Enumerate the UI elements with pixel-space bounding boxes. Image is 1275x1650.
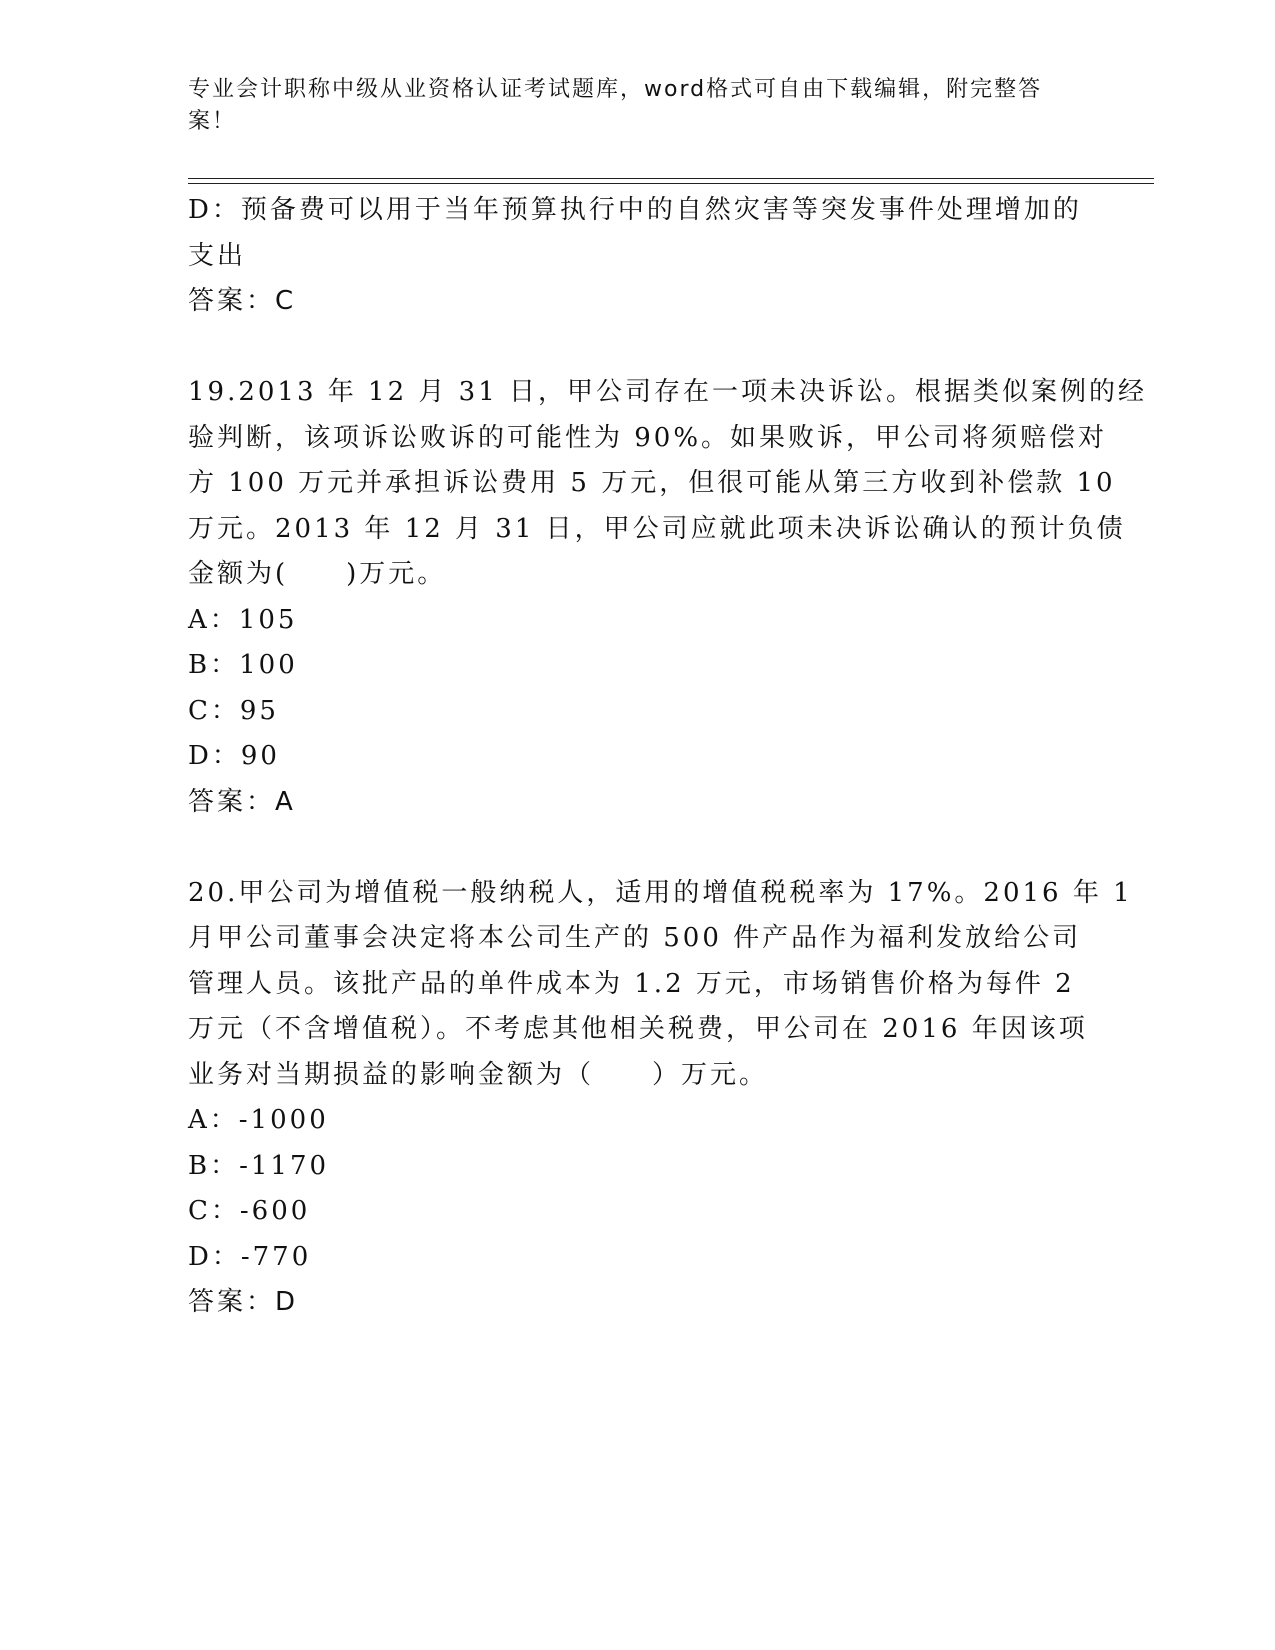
header-divider-bottom xyxy=(188,183,1154,184)
question-text-line: 业务对当期损益的影响金额为（ ）万元。 xyxy=(188,1059,769,1090)
question-text-line: 月甲公司董事会决定将本公司生产的 500 件产品作为福利发放给公司 xyxy=(188,923,1082,953)
spacer xyxy=(188,325,1088,371)
answer-label: 答案：D xyxy=(188,1287,299,1317)
question-text-line: 万元。2013 年 12 月 31 日，甲公司应就此项未决诉讼确认的预计负债 xyxy=(188,513,1126,544)
option-d: D：-770 xyxy=(188,1241,312,1272)
question-19 xyxy=(188,370,1148,825)
question-text-line: 管理人员。该批产品的单件成本为 1.2 万元，市场销售价格为每件 2 xyxy=(188,968,1075,999)
page-header xyxy=(188,74,1068,138)
question-text-line: 19.2013 年 12 月 31 日，甲公司存在一项未决诉讼。根据类似案例的经 xyxy=(188,377,1148,407)
question-text-line: 金额为( )万元。 xyxy=(188,559,447,589)
header-divider-top xyxy=(188,178,1154,179)
question-text-line: 验判断，该项诉讼败诉的可能性为 90%。如果败诉，甲公司将须赔偿对 xyxy=(188,422,1108,453)
question-text-line: 万元（不含增值税）。不考虑其他相关税费，甲公司在 2016 年因该项 xyxy=(188,1014,1088,1044)
option-c: C：-600 xyxy=(188,1196,311,1226)
option-a: A：105 xyxy=(188,604,298,635)
question-content xyxy=(188,188,1148,1326)
option-d-line-2: 支出 xyxy=(188,240,247,271)
option-a: A：-1000 xyxy=(188,1105,329,1135)
option-c: C：95 xyxy=(188,695,279,726)
question-text-line: 方 100 万元并承担诉讼费用 5 万元，但很可能从第三方收到补偿款 10 xyxy=(188,468,1116,498)
option-b: B：100 xyxy=(188,650,298,680)
answer-label: 答案：A xyxy=(188,786,296,817)
question-20 xyxy=(188,871,1133,1326)
option-b: B：-1170 xyxy=(188,1150,330,1181)
header-line-2: 案！ xyxy=(188,109,237,134)
option-d-line-1: D：预备费可以用于当年预算执行中的自然灾害等突发事件处理增加的 xyxy=(188,195,1082,225)
spacer xyxy=(188,825,1088,871)
previous-question xyxy=(188,188,1088,325)
question-text-line: 20.甲公司为增值税一般纳税人，适用的增值税税率为 17%。2016 年 1 xyxy=(188,877,1133,908)
answer-label: 答案：C xyxy=(188,286,297,316)
option-d: D：90 xyxy=(188,741,280,771)
header-line-1: 专业会计职称中级从业资格认证考试题库，word格式可自由下载编辑，附完整答 xyxy=(188,77,1043,102)
